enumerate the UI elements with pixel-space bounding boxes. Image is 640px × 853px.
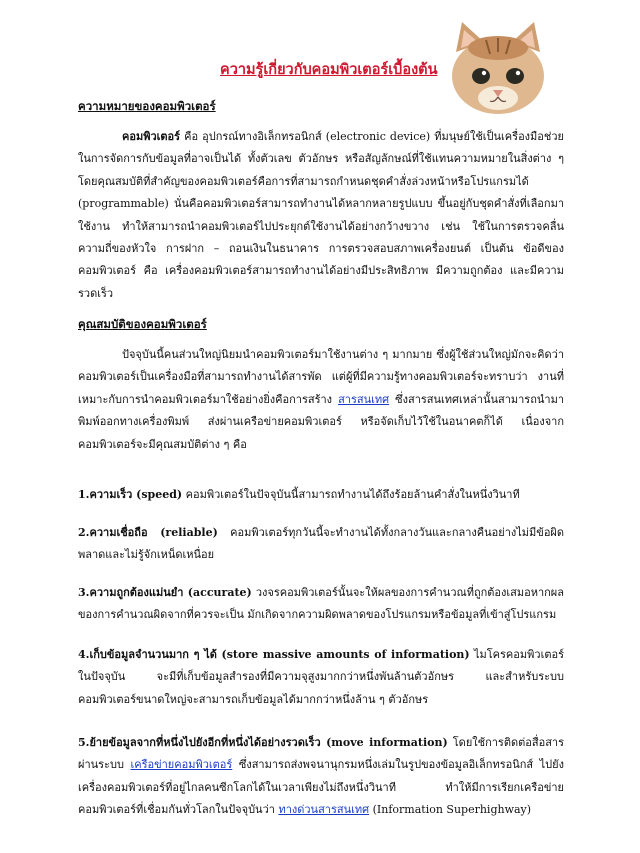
property-item-accurate bbox=[78, 582, 564, 627]
paragraph-computer-properties bbox=[78, 344, 564, 456]
property-text-move-1: โดยใช้การติดต่อสื่อสารผ่านระบบ bbox=[78, 736, 564, 772]
property-text-accurate: วงจรคอมพิวเตอร์นั้นจะให้ผลของการคำนวณที่ถูกต้องเสมอหากผลของการคำนวณผิดจากที่ควรจะเป็น มักเกิดจากความผิดพลาดของโปรแกรมหรือข้อมูลที่เข้าสู่โปรแกรม bbox=[78, 586, 564, 622]
property-label-reliable: 2.ความเชื่อถือ (reliable) bbox=[78, 526, 218, 539]
property-label-speed: 1.ความเร็ว (speed) bbox=[78, 488, 183, 501]
property-item-move-information bbox=[78, 732, 564, 822]
link-information-highway[interactable]: ทางด่วนสารสนเทศ bbox=[278, 803, 370, 817]
heading-computer-properties: คุณสมบัติของคอมพิวเตอร์ bbox=[78, 317, 207, 331]
term-computer: คอมพิวเตอร์ bbox=[122, 130, 181, 143]
property-label-storage: 4.เก็บข้อมูลจำนวนมาก ๆ ได้ (store massive amounts of information) bbox=[78, 648, 470, 661]
paragraph-computer-definition bbox=[78, 126, 564, 305]
property-item-reliable bbox=[78, 522, 564, 567]
heading-computer-definition: ความหมายของคอมพิวเตอร์ bbox=[78, 99, 216, 113]
property-label-accurate: 3.ความถูกต้องแม่นยำ (accurate) bbox=[78, 586, 252, 599]
link-computer-network[interactable]: เครือข่ายคอมพิวเตอร์ bbox=[130, 758, 233, 772]
property-text-move-3: (Information Superhighway) bbox=[369, 803, 532, 817]
properties-text-2: ซึ่งสารสนเทศเหล่านั้นสามารถนำมาพิมพ์ออกทางเครื่องพิมพ์ ส่งผ่านเครือข่ายคอมพิวเตอร์ หรือจัดเก็บไว้ใช้ในอนาคตก็ได้ เนื่องจากคอมพิวเตอร์จะมีคุณสมบัติต่าง ๆ คือ bbox=[78, 392, 564, 451]
definition-text: คือ อุปกรณ์ทางอิเล็กทรอนิกส์ (electronic device) ที่มนุษย์ใช้เป็นเครื่องมือช่วยในการจัดการกับข้อมูลที่อาจเป็นได้ ทั้งตัวเลข ตัวอักษร หรือสัญลักษณ์ที่ใช้แทนความหมายในสิ่งต่าง ๆ โดยคุณสมบัติที่สำคัญของคอมพิวเตอร์คือการที่สามารถกำหนดชุดคำสั่งล่วงหน้าหรือโปรแกรมได้ (programmable) นั่นคือคอมพิวเตอร์สามารถทำงานได้หลากหลายรูปแบบ ขึ้นอยู่กับชุดคำสั่งที่เลือกมาใช้งาน ทำให้สามารถนำคอมพิวเตอร์ไปประยุกต์ใช้งานได้อย่างกว้างขวาง เช่น ใช้ในการตรวจคลื่นความถี่ของหัวใจ การฝาก – ถอนเงินในธนาคาร การตรวจสอบสภาพเครื่องยนต์ เป็นต้น ข้อดีของคอมพิวเตอร์ คือ เครื่องคอมพิวเตอร์สามารถทำงานได้อย่างมีประสิทธิภาพ มีความถูกต้อง และมีความรวดเร็ว bbox=[78, 130, 564, 300]
kitten-photo bbox=[440, 18, 556, 118]
property-item-storage bbox=[78, 644, 564, 711]
property-text-storage: ไมโครคอมพิวเตอร์ในปัจจุบัน จะมีที่เก็บข้อมูลสำรองที่มีความจุสูงมากกว่าหนึ่งพันล้านตัวอักษร และสำหรับระบบคอมพิวเตอร์ขนาดใหญ่จะสามารถเก็บข้อมูลได้มากกว่าหนึ่งล้าน ๆ ตัวอักษร bbox=[78, 648, 564, 706]
property-text-move-2: ซึ่งสามารถส่งพจนานุกรมหนึ่งเล่มในรูปของข้อมูลอิเล็กทรอนิกส์ ไปยังเครื่องคอมพิวเตอร์ที่อยู่ไกลคนซีกโลกได้ในเวลาเพียงไม่ถึงหนึ่งวินาที ทำให้มีการเรียกเครือข่ายคอมพิวเตอร์ที่เชื่อมกันทั่วโลกในปัจจุบันว่า bbox=[78, 758, 564, 817]
property-text-reliable: คอมพิวเตอร์ทุกวันนี้จะทำงานได้ทั้งกลางวันและกลางคืนอย่างไม่มีข้อผิดพลาดและไม่รู้จักเหน็ดเหนื่อย bbox=[78, 526, 565, 562]
property-item-speed bbox=[78, 484, 564, 506]
link-information[interactable]: สารสนเทศ bbox=[338, 392, 390, 406]
properties-text-1: ปัจจุบันนี้คนส่วนใหญ่นิยมนำคอมพิวเตอร์มาใช้งานต่าง ๆ มากมาย ซึ่งผู้ใช้ส่วนใหญ่มักจะคิดว่าคอมพิวเตอร์เป็นเครื่องมือที่สามารถทำงานได้สารพัด แต่ผู้ที่มีความรู้ทางคอมพิวเตอร์จะทราบว่า งานที่เหมาะกับการนำคอมพิวเตอร์มาใช้อย่างยิ่งคือการสร้าง bbox=[78, 348, 564, 406]
property-text-speed: คอมพิวเตอร์ในปัจจุบันนี้สามารถทำงานได้ถึงร้อยล้านคำสั่งในหนึ่งวินาที bbox=[182, 488, 520, 501]
document-title: ความรู้เกี่ยวกับคอมพิวเตอร์เบื้องต้น bbox=[220, 61, 438, 78]
property-label-move: 5.ย้ายข้อมูลจากที่หนึ่งไปยังอีกที่หนึ่งได้อย่างรวดเร็ว (move information) bbox=[78, 736, 448, 749]
